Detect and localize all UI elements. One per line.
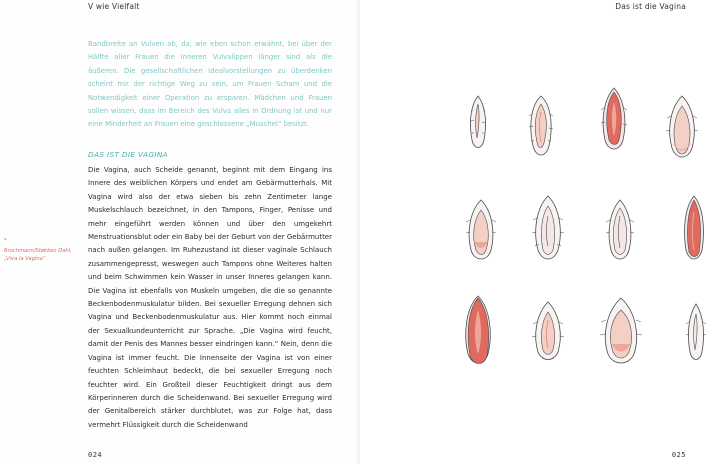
running-head-right: Das ist die Vagina [615,2,686,11]
vulva-illustration-4 [664,94,700,162]
vulva-illustration-1 [466,94,490,156]
vulva-illustration-9 [460,294,496,370]
page-number-left: 024 [88,451,103,459]
running-head-left: V wie Vielfalt [88,2,140,11]
vulva-illustration-3 [598,86,630,156]
side-note-text: Brochmann/Støkken Dahl, „Viva la Vagina“ [4,247,72,262]
section-heading: DAS IST DIE VAGINA [88,150,168,159]
body-paragraph: Die Vagina, auch Scheide genannt, beginnt mit dem Eingang ins Innere des weiblichen Körpers und endet am Gebärmutterhals. Mit Vagina wird also der etwa sieben bis zehn Zentimeter lange Muskelschlauch bezeichnet, in den Tampons, Finger, Penisse und mehr eingeführt werden können und über den umgekehrt Menstruationsblut oder ein Baby bei der Geburt von der Gebärmutter nach außen gelangen. Im Ruhezustand ist dieser vaginale Schlauch zusammengepresst, weswegen auch Tampons ohne Weiteres halten und beim Schwimmen kein Wasser in unser Inneres gelangen kann. Die Vagina ist ebenfalls von Muskeln umgeben, die die so genannte Beckenbodenmuskulatur bilden. Bei sexueller Erregung dehnen sich Vagina und Beckenbodenmuskulatur aus. Hier kommt noch einmal der Sexualkundeunterricht zur Sprache. „Die Vagina wird feucht, damit der Penis des Mannes besser eindringen kann.“ Nein, denn die Vagina ist immer feucht. Die Innenseite der Vagina ist von einer feuchten Schleimhaut bedeckt, die bei sexueller Erregung noch feuchter wird. Ein Großteil dieser Feuchtigkeit dringt aus dem Körperinneren durch die Scheidenwand. Bei sexueller Erregung wird der Genitalbereich stärker durchblutet, was zur Folge hat, dass vermehrt Flüssigkeit durch die Scheidenwand [88,166,332,429]
vulva-illustration-7 [604,198,636,266]
page-number-right: 025 [671,451,686,459]
vulva-illustration-8 [680,194,708,266]
vulva-illustration-6 [530,194,566,266]
vulva-illustration-10 [530,300,566,366]
side-note [4,237,84,264]
intro-paragraph: Bandbreite an Vulven ab, da, wie eben schon erwähnt, bei über der Hälfte aller Frauen die inneren Vulvalippen länger sind als die äußeren. Die gesellschaftlichen Idealvorstellungen zu überdenken scheint mir der richtige Weg zu sein, um Frauen Scham und die Notwendigkeit einer Operation zu ersparen. Mädchen und Frauen sollen wissen, dass im Bereich des Vulva alles in Ordnung ist und nur eine Minderheit an Frauen eine geschlossene „Muschel“ besitzt. [88,40,332,129]
side-note-marker: * [4,238,7,244]
vulva-illustration-11 [598,296,644,368]
vulva-illustration-12 [684,302,708,366]
vulva-illustration-2 [526,94,556,162]
vulva-illustration-5 [464,198,498,266]
